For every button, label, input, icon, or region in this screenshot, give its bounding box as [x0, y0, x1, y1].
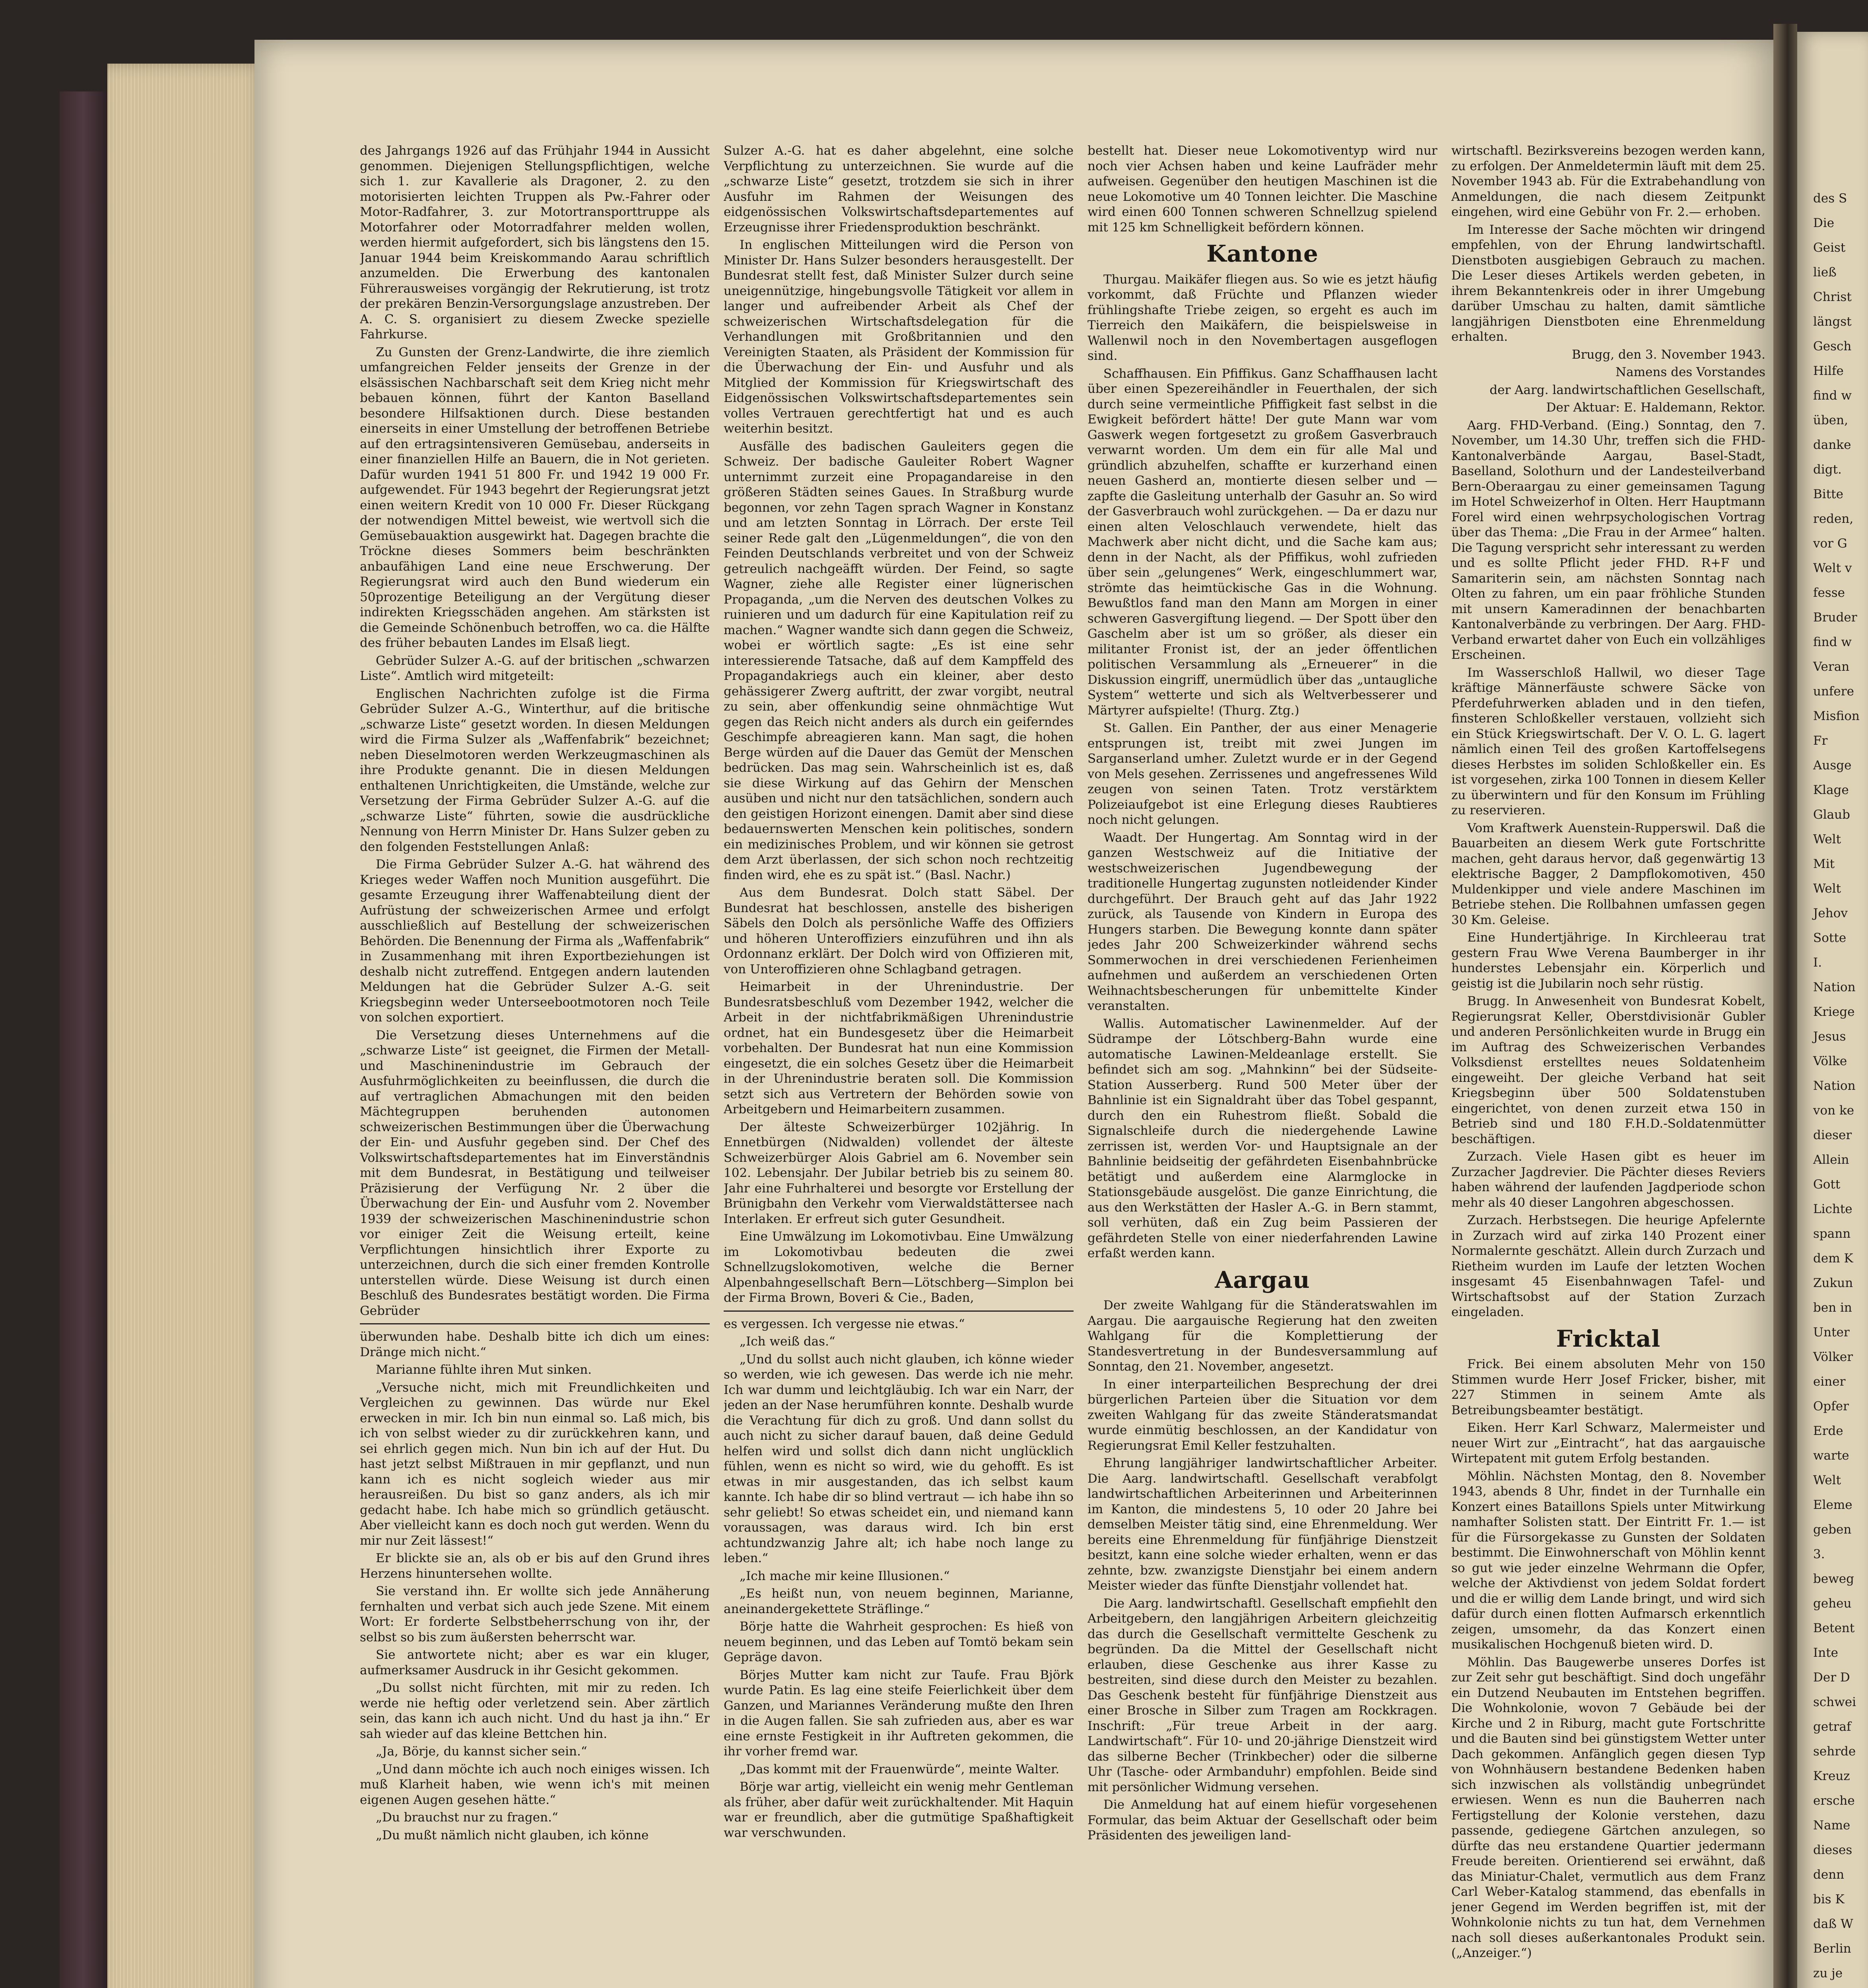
paragraph: „Das kommt mit der Frauenwürde“, meinte Walter.: [740, 1762, 1060, 1776]
next-page-fragment: Fr: [1813, 734, 1828, 748]
next-page-fragment: Völke: [1813, 1054, 1847, 1068]
paragraph: Die Anmeldung hat auf einem hiefür vorgesehenen Formular, das beim Aktuar der Gesellschaft oder beim Präsidenten des jeweiligen land-: [1087, 1798, 1437, 1842]
column-2-news: [724, 143, 1074, 1306]
next-page-fragment: reden,: [1813, 512, 1854, 526]
next-page-fragment: denn: [1813, 1868, 1845, 1882]
feuilleton-rule: [724, 1310, 1074, 1312]
next-page-fragment: Jehov: [1813, 906, 1848, 920]
next-page-fragment: Unter: [1813, 1325, 1850, 1340]
next-page-fragment: Ausge: [1813, 758, 1852, 773]
column-2-story: [724, 1316, 1074, 1841]
paragraph: Namens des Vorstandes: [1616, 365, 1765, 379]
column-3-kantone: [1087, 272, 1437, 1261]
paragraph: Die Aarg. landwirtschaftl. Gesellschaft empfiehlt den Arbeitgebern, den langjährigen Arbeitern gleichzeitig das durch die Gesellschaft vermittelte Geschenk zu begründen. Da die Mittel der Gesellschaft nicht erlauben, diese Geschenke aus ihrer Kasse zu bestreiten, sind diese durch den Meister zu bezahlen. Das Geschenk besteht für fünfjährige Dienstzeit aus einer Brosche in Silber zum Tragen am Rockkragen. Inschrift: „Für treue Arbeit in der aarg. Landwirtschaft“. Für 10- und 20-jährige Dienstzeit wird das silberne Becher (Trinkbecher) oder die silberne Uhr (Tasche- oder Armbanduhr) empfohlen. Beide sind mit persönlicher Widmung versehen.: [1087, 1596, 1437, 1794]
next-page-fragment: dem K: [1813, 1251, 1853, 1266]
next-page-fragment: vor G: [1813, 536, 1847, 551]
next-page-fragment: Welt: [1813, 881, 1841, 896]
next-page-fragment: bis K: [1813, 1892, 1845, 1906]
next-page-fragment: Gott: [1813, 1177, 1841, 1192]
column-1: [360, 143, 710, 1988]
column-4-fricktal: [1451, 1357, 1765, 1961]
next-page-fragment: Kriege: [1813, 1005, 1855, 1019]
next-page-fragment: Gesch: [1813, 339, 1852, 353]
page-edges: [107, 64, 266, 1988]
next-page-fragment: getraf: [1813, 1720, 1851, 1734]
next-page-fragment: Völker: [1813, 1350, 1853, 1364]
paragraph: Heimarbeit in der Uhrenindustrie. Der Bundesratsbeschluß vom Dezember 1942, welcher die Arbeit in der nichtfabrikmäßigen Uhrenindustrie ordnet, hat ein Bundesgesetz über die Heimarbeit vorbehalten. Der Bundesrat hat nun eine Kommission eingesetzt, die ein solches Gesetz über die Heimarbeit in der Uhrenindustrie beraten soll. Die Kommission setzt sich aus Vertretern der Behörden sowie von Arbeitgebern und Heimarbeitern zusammen.: [724, 980, 1074, 1116]
next-page-fragment: Veran: [1813, 660, 1850, 674]
next-page-fragment: danke: [1813, 438, 1851, 452]
next-page-fragment: Mit: [1813, 857, 1835, 871]
next-page-fragment: Geist: [1813, 241, 1846, 255]
next-page-fragment: daß W: [1813, 1917, 1853, 1931]
next-page-fragment: dieser: [1813, 1128, 1852, 1142]
next-page-fragment: Hilfe: [1813, 364, 1844, 378]
paragraph: Zu Gunsten der Grenz-Landwirte, die ihre ziemlich umfangreichen Felder jenseits der Grenze in der elsässischen Nachbarschaft seit dem Krieg nicht mehr bebauen können, führt der Kanton Baselland besondere Hilfsaktionen durch. Diese bestanden einerseits in einer Umstellung der betroffenen Betriebe auf den ertragsintensiveren Gemüsebau, anderseits in einer finanziellen Hilfe an Bauern, die in Not gerieten. Dafür wurden 1941 51 800 Fr. und 1942 19 000 Fr. aufgewendet. Für 1943 begehrt der Regierungsrat jetzt einen weitern Kredit von 10 000 Fr. Dieser Rückgang der notwendigen Mittel beweist, wie wertvoll sich die Gemüsebauaktion ausgewirkt hat. Dagegen brachte die Tröckne dieses Sommers beim beschränkten anbaufähigen Land eine neue Erschwerung. Der Regierungsrat wird auch den Bund wiederum ein 50prozentige Beteiligung an der Vergütung dieser indirekten Kriegsschäden angehen. Am stärksten ist die Gemeinde Schönenbuch betroffen, wo ca. die Hälfte des früher bebauten Landes im Elsaß liegt.: [360, 345, 710, 650]
column-3: [1087, 143, 1437, 1988]
column-4: [1451, 143, 1765, 1988]
next-page-fragment: warte: [1813, 1448, 1849, 1463]
paragraph: „Du mußt nämlich nicht glauben, ich könne: [376, 1828, 649, 1842]
paragraph: Ehrung langjähriger landwirtschaftlicher Arbeiter. Die Aarg. landwirtschaftl. Gesellschaft verabfolgt landwirtschaftlichen Arbeiterinnen und Arbeiterinnen im Kanton, die mindestens 5, 10 oder 20 Jahre bei demselben Meister tätig sind, eine Ehrenmeldung. Wer bereits eine Ehrenmeldung für fünfjährige Dienstzeit besitzt, kann eine solche wieder erhalten, wenn er das zehnte, bzw. zwanzigste Dienstjahr bei einem andern Meister wieder das fünfte Dienstjahr vollendet hat.: [1087, 1456, 1437, 1593]
paragraph: es vergessen. Ich vergesse nie etwas.“: [724, 1316, 965, 1331]
paragraph: Der Aktuar: E. Haldemann, Rektor.: [1546, 400, 1765, 415]
paragraph: „Du sollst nicht fürchten, mit mir zu reden. Ich werde nie heftig oder verletzend sein. Aber zärtlich sein, das kann ich auch nicht. Und du hast ja ihn.“ Er sah wieder auf das kleine Bettchen hin.: [360, 1681, 710, 1741]
next-page-fragment: Lichte: [1813, 1202, 1852, 1216]
next-page-fragment: Opfer: [1813, 1399, 1849, 1413]
next-page-fragment: Berlin: [1813, 1941, 1851, 1956]
next-page-fragment: Name: [1813, 1818, 1851, 1833]
next-page-fragment: find w: [1813, 635, 1852, 649]
paragraph: Waadt. Der Hungertag. Am Sonntag wird in der ganzen Westschweiz auf die Initiative der westschweizerischen Jugendbewegung der traditionelle Hungertag zugunsten notleidender Kinder durchgeführt. Der Brauch geht auf das Jahr 1922 zurück, als Tausende von Kindern in Europa des Hungers starben. Die Bewegung konnte dann später jedes Jahr 200 Schweizerkinder während sechs Sommerwochen in drei verschiedenen Ferienheimen aufnehmen und außerdem an verschiedenen Orten Weihnachtsbescherungen für unbemittelte Kinder veranstalten.: [1087, 830, 1437, 1013]
column-1-story: [360, 1329, 710, 1843]
next-page-fragment: ben in: [1813, 1301, 1852, 1315]
paragraph: Der älteste Schweizerbürger 102jährig. In Ennetbürgen (Nidwalden) vollendet der älteste Schweizerbürger Alois Gabriel am 6. November sein 102. Lebensjahr. Der Jubilar betrieb bis zu seinem 80. Jahr eine Fuhrhalterei und besorgte vor Erstellung der Brünigbahn den Verkehr vom Vierwaldstättersee nach Interlaken. Er erfreut sich guter Gesundheit.: [724, 1120, 1074, 1226]
paragraph: Börje war artig, vielleicht ein wenig mehr Gentleman als früher, aber dafür weit zurückhaltender. Mit Haquin war er freundlich, aber die gutmütige Spaßhaftigkeit war verschwunden.: [724, 1780, 1074, 1840]
paragraph: In englischen Mitteilungen wird die Person von Minister Dr. Hans Sulzer besonders herausgestellt. Der Bundesrat stellt fest, daß Minister Sulzer durch seine uneigennützige, hingebungsvolle Tätigkeit vor allem in langer und aufreibender Arbeit als Chef der schweizerischen Wirtschaftsdelegation für die Verhandlungen mit Großbritannien und den Vereinigten Staaten, als Präsident der Kommission für die Überwachung der Ein- und Ausfuhr und als Mitglied der Kommission für Kriegswirtschaft des Eidgenössischen Volkswirtschaftsdepartementes sein volles Vertrauen gerechtfertigt hat und es auch weiterhin besitzt.: [724, 238, 1074, 436]
next-page-fragment: sehrde: [1813, 1744, 1856, 1759]
paragraph: Brugg, den 3. November 1943.: [1571, 347, 1765, 362]
paragraph: Englischen Nachrichten zufolge ist die Firma Gebrüder Sulzer A.-G., Winterthur, auf die britische „schwarze Liste“ gesetzt worden. In diesen Meldungen wird die Firma Sulzer als „Waffenfabrik“ bezeichnet; neben Dieselmotoren werden Werkzeugmaschinen als ihre Produkte genannt. Die in diesen Meldungen enthaltenen Unrichtigkeiten, die Umstände, welche zur Versetzung der Firma Gebrüder Sulzer A.-G. auf die „schwarze Liste“ führten, sowie die ausdrückliche Nennung von Herrn Minister Dr. Hans Sulzer geben zu den folgenden Feststellungen Anlaß:: [360, 686, 710, 854]
paragraph: Möhlin. Nächsten Montag, den 8. November 1943, abends 8 Uhr, findet in der Turnhalle ein Konzert eines Bataillons Spiels unter Mitwirkung namhafter Solisten statt. Der Eintritt Fr. 1.— ist für die Fürsorgekasse zu Gunsten der Soldaten bestimmt. Die Einwohnerschaft von Möhlin kennt so gut wie jeder einzelne Wehrmann die Opfer, welche der Aktivdienst von jedem Soldat fordert und die er willig dem Lande bringt, und wird sich dafür durch einen flotten Aufmarsch erkenntlich zeigen, umsomehr, da das Konzert einen musikalischen Hochgenuß bieten wird. D.: [1451, 1469, 1765, 1652]
paragraph: St. Gallen. Ein Panther, der aus einer Menagerie entsprungen ist, treibt mit zwei Jungen im Sarganserland umher. Zuletzt wurde er in der Gegend von Mels gesehen. Zerrissenes und angefressenes Wild zeugen von seinen Taten. Trotz verstärktem Polizeiaufgebot ist eine Erlegung dieses Raubtieres noch nicht gelungen.: [1087, 721, 1437, 827]
next-page-fragment: spann: [1813, 1227, 1851, 1241]
paragraph: Börje hatte die Wahrheit gesprochen: Es hieß von neuem beginnen, und das Leben auf Tomtö bekam sein Gepräge davon.: [724, 1619, 1074, 1664]
paragraph: Sulzer A.-G. hat es daher abgelehnt, eine solche Verpflichtung zu unterzeichnen. Sie wurde auf die „schwarze Liste“ gesetzt, trotzdem sie sich in ihrer Ausfuhr im Rahmen der Weisungen des eidgenössischen Volkswirtschaftsdepartementes auf Erzeugnisse ihrer Friedensproduktion beschränkt.: [724, 144, 1074, 235]
next-page-fragment: 3.: [1813, 1547, 1825, 1561]
paragraph: bestellt hat. Dieser neue Lokomotiventyp wird nur noch vier Achsen haben und keine Laufräder mehr aufweisen. Gegenüber den heutigen Maschinen ist die neue Lokomotive um 40 Tonnen leichter. Die Maschine wird einen 600 Tonnen schweren Schnellzug spielend mit 125 km Schnelligkeit befördern können.: [1087, 144, 1437, 235]
paragraph: Brugg. In Anwesenheit von Bundesrat Kobelt, Regierungsrat Keller, Oberstdivisionär Gubler und anderen Persönlichkeiten wurde in Brugg ein im Auftrag des Schweizerischen Verbandes Volksdienst erstelltes neues Soldatenheim eingeweiht. Der gleiche Verband hat seit Kriegsbeginn über 500 Soldatenstuben eingerichtet, von denen zurzeit etwa 150 in Betrieb sind und 180 F.H.D.-Soldatenmütter beschäftigen.: [1451, 994, 1765, 1146]
book-cover: [60, 91, 107, 1988]
next-page-fragment: Misfion: [1813, 709, 1860, 723]
next-page-fragment: Zukun: [1813, 1276, 1853, 1290]
next-page-fragment: Der D: [1813, 1670, 1850, 1685]
next-page-fragment: geben: [1813, 1522, 1852, 1537]
paragraph: Frick. Bei einem absoluten Mehr von 150 Stimmen wurde Herr Josef Fricker, bisher, mit 227 Stimmen in seinem Amte als Betreibungsbeamter bestätigt.: [1451, 1357, 1765, 1417]
next-page-fragment: Bitte: [1813, 487, 1843, 501]
next-page-fragment: Allein: [1813, 1153, 1849, 1167]
next-page-fragment: Kreuz: [1813, 1769, 1850, 1783]
next-page-fragment: ersche: [1813, 1794, 1855, 1808]
next-page-fragment: Die: [1813, 216, 1835, 230]
paragraph: Aarg. FHD-Verband. (Eing.) Sonntag, den 7. November, um 14.30 Uhr, treffen sich die FHD-Kantonalverbände Aargau, Basel-Stadt, Baselland, Solothurn und der Landesteilverband Bern-Oberaargau zu einer gemeinsamen Tagung im Hotel Schweizerhof in Olten. Herr Hauptmann Forel wird einen wehrpsychologischen Vortrag über das Thema: „Die Frau in der Armee“ halten. Die Tagung verspricht sehr interessant zu werden und es sollte Pflicht jeder FHD. R+F und Samariterin sein, am nächsten Sonntag nach Olten zu fahren, um ein paar fröhliche Stunden mit unsern Kameradinnen der benachbarten Kantonalverbände zu verbringen. Der Aarg. FHD-Verband erwartet daher von Euch ein vollzähliges Erscheinen.: [1451, 418, 1765, 662]
next-page-fragment: schwei: [1813, 1695, 1856, 1709]
paragraph: „Und du sollst auch nicht glauben, ich könne wieder so werden, wie ich gewesen. Das werde ich nie mehr. Ich war dumm und leichtgläubig. Ich war ein Narr, der jeden an der Nase herumführen konnte. Deshalb wurde die Verachtung für dich zu groß. Und dann sollst du auch nicht zu sicher darauf bauen, daß deine Geduld helfen wird und sollst dich dann nicht unglücklich fühlen, wenn es nicht so wird, wie du gehofft. Es ist etwas in mir ausgestanden, das ich selbst kaum kannte. Ich habe dir so blind vertraut — ich habe ihn so sehr geliebt! So etwas scheidet ein, und niemand kann voraussagen, was daraus wird. Ich bin erst achtundzwanzig Jahre alt; ich habe noch lange zu leben.“: [724, 1352, 1074, 1565]
paragraph: Der zweite Wahlgang für die Ständeratswahlen im Aargau. Die aargauische Regierung hat den zweiten Wahlgang für die Komplettierung der Standesvertretung in der Bundesversammlung auf Sonntag, den 21. November, angesetzt.: [1087, 1298, 1437, 1374]
paragraph: Die Firma Gebrüder Sulzer A.-G. hat während des Krieges weder Waffen noch Munition ausgeführt. Die gesamte Erzeugung ihrer Waffenabteilung dient der Aufrüstung der schweizerischen Armee und erfolgt ausschließlich auf Bestellung der schweizerischen Behörden. Die Benennung der Firma als „Waffenfabrik“ in Zusammenhang mit ihren Exportbeziehungen ist deshalb nicht zutreffend. Entgegen andern lautenden Meldungen hat die Gebrüder Sulzer A.-G. seit Kriegsbeginn weder Unterseebootmotoren noch Teile von solchen exportiert.: [360, 857, 710, 1025]
next-page-fragment: fesse: [1813, 586, 1845, 600]
paragraph: „Ich weiß das.“: [740, 1334, 835, 1349]
feuilleton-rule: [360, 1323, 710, 1324]
paragraph: „Und dann möchte ich auch noch einiges wissen. Ich muß Klarheit haben, wie wenn ich's mit meinen eigenen Augen gesehen hätte.“: [360, 1762, 710, 1807]
paragraph: Sie verstand ihn. Er wollte sich jede Annäherung fernhalten und verbat sich auch jede Szene. Mit einem Wort: Er forderte Selbstbeherrschung von ihr, der selbst so bis zum äußersten beherrscht war.: [360, 1584, 710, 1644]
paragraph: überwunden habe. Deshalb bitte ich dich um eines: Dränge mich nicht.“: [360, 1330, 710, 1359]
paragraph: Thurgau. Maikäfer fliegen aus. So wie es jetzt häufig vorkommt, daß Früchte und Pflanzen wieder frühlingshafte Triebe zeigen, so ergeht es auch im Tierreich den Maikäfern, die beispielsweise in Wallenwil noch in den Novembertagen ausgeflogen sind.: [1087, 272, 1437, 363]
next-page-fragment: Bruder: [1813, 610, 1857, 625]
book-gutter: [1773, 24, 1797, 1988]
paragraph: Ausfälle des badischen Gauleiters gegen die Schweiz. Der badische Gauleiter Robert Wagner unternimmt zurzeit eine Propagandareise in den größeren Städten seines Gaues. In Straßburg wurde begonnen, vor zehn Tagen sprach Wagner in Konstanz und am letzten Sonntag in Lörrach. Der erste Teil seiner Rede galt den „Lügenmeldungen“, die von den Feinden Deutschlands verbreitet und von der Schweiz getreulich nachgeäfft würden. Der Feind, so sagte Wagner, ziehe alle Register einer lügnerischen Propaganda, „um die Nerven des deutschen Volkes zu ruinieren und um dadurch für eine Kapitulation reif zu machen.“ Wagner wandte sich dann gegen die Schweiz, wobei er wörtlich sagte: „Es ist eine sehr interessierende Tatsache, daß auf dem Kampffeld des Propagandakriegs auch ein kleiner, aber desto gehässigerer Zwerg auftritt, der zwar vorgibt, neutral zu sein, aber offenkundig seine ohnmächtige Wut gegen das Reich nicht anders als durch ein geiferndes Geschimpfe abreagieren kann. Man sagt, die hohen Berge würden auf die Dauer das Gemüt der Menschen bedrücken. Das mag sein. Wahrscheinlich ist es, daß sie diese Wirkung auf das Gehirn der Menschen ausüben und nicht nur den tatsächlichen, sondern auch den geistigen Horizont einengen. Damit aber sind diese bedauernswerten Menschen kein politisches, sondern ein medizinisches Problem, und wir können sie getrost dem Arzt überlassen, der sich schon noch rechtzeitig finden wird, ehe es zu spät ist.“ (Basl. Nachr.): [724, 439, 1074, 882]
paragraph: In einer interparteilichen Besprechung der drei bürgerlichen Parteien über die Situation vor dem zweiten Wahlgang für das zweite Ständeratsmandat wurde einmütig beschlossen, an der Kandidatur von Regierungsrat Emil Keller festzuhalten.: [1087, 1377, 1437, 1453]
paragraph: „Es heißt nun, von neuem beginnen, Marianne, aneinandergekettete Sträflinge.“: [724, 1586, 1074, 1616]
next-page-fragment: digt.: [1813, 462, 1842, 477]
section-heading-kantone: Kantone: [1206, 240, 1318, 267]
next-page-fragment: Klage: [1813, 783, 1849, 797]
next-page-fragment: geheu: [1813, 1596, 1852, 1611]
section-heading-aargau: Aargau: [1215, 1266, 1310, 1293]
paragraph: Möhlin. Das Baugewerbe unseres Dorfes ist zur Zeit sehr gut beschäftigt. Sind doch ungefähr ein Dutzend Neubauten im Entstehen begriffen. Die Wohnkolonie, wovon 7 Gebäude bei der Kirche und 2 in Riburg, macht gute Fortschritte und die Bauten sind bei günstigstem Wetter unter Dach gekommen. Anfänglich gegen diesen Typ von Wohnhäusern bestandene Bedenken haben sich inzwischen als vollständig unbegründet erwiesen. Wenn es nun die Bauherren nach Fertigstellung der Kolonie verstehen, dazu passende, gediegene Gärtchen anzulegen, so dürfte das neu erstandene Quartier jedermann Freude bereiten. Orientierend sei erwähnt, daß das Miniatur-Chalet, vermutlich aus dem Franz Carl Weber-Katalog stammend, das ebenfalls in jener Gegend im Werden begriffen ist, mit der Wohnkolonie nichts zu tun hat, dem Vernehmen nach soll dieses außerkantonales Produkt sein. („Anzeiger.“): [1451, 1655, 1765, 1960]
column-3-news: [1087, 143, 1437, 235]
paragraph: Sie antwortete nicht; aber es war ein kluger, aufmerksamer Ausdruck in ihr Gesicht gekommen.: [360, 1648, 710, 1677]
next-page-fragment: beweg: [1813, 1572, 1854, 1586]
paragraph: Aus dem Bundesrat. Dolch statt Säbel. Der Bundesrat hat beschlossen, anstelle des bisherigen Säbels den Dolch als persönliche Waffe des Offiziers und höheren Unteroffiziers einzuführen und ihn als Ordonnanz erklärt. Der Dolch wird von Offizieren mit, von Unteroffizieren ohne Schlagband getragen.: [724, 885, 1074, 977]
next-page-fragment: Welt v: [1813, 561, 1852, 575]
next-page-fragment: dieses: [1813, 1843, 1852, 1857]
paragraph: Schaffhausen. Ein Pfiffikus. Ganz Schaffhausen lacht über einen Spezereihändler in Feuerthalen, der sich durch seine vermeintliche Pfiffigkeit fast selbst in die Ewigkeit befördert hätte! Der gute Mann war vom Gaswerk wegen fortgesetzt zu großem Gasverbrauch verwarnt worden. Um dem ein für alle Mal und gründlich abzuhelfen, schaffte er kurzerhand einen neuen Gasherd an, montierte diesen selber und — zapfte die Gasleitung unterhalb der Gasuhr an. So wird der Gasverbrauch wohl zurückgehen. — Da er dazu nur einen alten Veloschlauch verwendete, hielt das Machwerk aber nicht dicht, und die Sache kam aus; denn in der Nacht, als der Pfiffikus, wohl zufrieden über sein „gelungenes“ Werk, eingeschlummert war, strömte das heimtückische Gas in die Wohnung. Bewußtlos fand man den Mann am Morgen in einer schweren Gasvergiftung liegend. — Der Spott über den Gaschelm aber ist um so größer, als dieser ein militanter Fronist ist, der an jeder öffentlichen politischen Versammlung als „Erneuerer“ in die Diskussion eingriff, unermüdlich über das „untaugliche System“ wetterte und sich als Weltverbesserer und Märtyrer aufspielte! (Thurg. Ztg.): [1087, 366, 1437, 718]
paragraph: Eine Umwälzung im Lokomotivbau. Eine Umwälzung im Lokomotivbau bedeuten die zwei Schnellzugslokomotiven, welche die Berner Alpenbahngesellschaft Bern—Lötschberg—Simplon bei der Firma Brown, Boveri & Cie., Baden,: [724, 1229, 1074, 1305]
column-3-aargau: [1087, 1298, 1437, 1843]
paragraph: „Du brauchst nur zu fragen.“: [376, 1810, 558, 1825]
next-page-fragment: Eleme: [1813, 1498, 1852, 1512]
paragraph: Eiken. Herr Karl Schwarz, Malermeister und neuer Wirt zur „Eintracht“, hat das aargauische Wirtepatent mit gutem Erfolg bestanden.: [1451, 1421, 1765, 1466]
paragraph: Gebrüder Sulzer A.-G. auf der britischen „schwarzen Liste“. Amtlich wird mitgeteilt:: [360, 653, 710, 683]
paragraph: der Aarg. landwirtschaftlichen Gesellschaft,: [1489, 382, 1765, 397]
next-page-fragment: Betent: [1813, 1621, 1855, 1635]
next-page-fragment: üben,: [1813, 413, 1848, 427]
column-2: [724, 143, 1074, 1988]
next-page-fragment: Christ: [1813, 290, 1852, 304]
paragraph: des Jahrgangs 1926 auf das Frühjahr 1944 in Aussicht genommen. Diejenigen Stellungspflichtigen, welche sich 1. zur Kavallerie als Dragoner, 2. zu den motorisierten leichten Truppen als Pw.-Fahrer oder Motor-Radfahrer, 3. zur Motortransporttruppe als Motorfahrer oder Motorradfahrer melden wollen, werden hiermit aufgefordert, sich bis längstens den 15. Januar 1944 beim Kreiskommando Aarau schriftlich anzumelden. Die Erwerbung des kantonalen Führerausweises vorgängig der Rekrutierung, ist trotz der prekären Benzin-Versorgungslage anzustreben. Der A. C. S. organisiert zu diesem Zwecke spezielle Fahrkurse.: [360, 144, 710, 342]
next-page-fragment: Nation: [1813, 980, 1856, 994]
next-page-fragment: Jesus: [1813, 1029, 1846, 1044]
paragraph: Börjes Mutter kam nicht zur Taufe. Frau Björk wurde Patin. Es lag eine steife Feierlichkeit über dem Ganzen, und Mariannes Veränderung mußte den Ihren in die Augen fallen. Sie sah zufrieden aus, aber es war eine ernste Festigkeit in ihr Auftreten gekommen, die ihr vorher fremd war.: [724, 1668, 1074, 1759]
paragraph: Im Wasserschloß Hallwil, wo dieser Tage kräftige Männerfäuste schwere Säcke von Pferdefuhrwerken abladen und in den tiefen, finsteren Schloßkeller verstauen, vollzieht sich ein Stück Kriegswirtschaft. Der V. O. L. G. lagert nämlich einen Teil des großen Kartoffelsegens dieses Herbstes im soliden Schloßkeller ein. Es ist vorgesehen, zirka 100 Tonnen in diesem Keller zu überwintern und für den Konsum im Frühling zu reservieren.: [1451, 665, 1765, 817]
paragraph: „Versuche nicht, mich mit Freundlichkeiten und Vergleichen zu gewinnen. Das würde nur Ekel erwecken in mir. Ich bin nun einmal so. Laß mich, bis ich von selbst wieder zu dir zurückkehren kann, und sei ehrlich gegen mich. Nun bin ich auf der Hut. Du hast jetzt selbst Mißtrauen in mir gepflanzt, und nun kann ich es nicht sogleich wieder aus mir herausreißen. Du bist so ganz anders, als ich mir gedacht habe. Ich habe mich so gründlich getäuscht. Aber vielleicht kann es doch noch gut werden. Wenn du mir nur Zeit lässest!“: [360, 1380, 710, 1548]
next-page-fragment: find w: [1813, 388, 1852, 403]
column-1-news: [360, 143, 710, 1318]
column-4-news: [1451, 143, 1765, 1320]
paragraph: Zurzach. Herbstsegen. Die heurige Apfelernte in Zurzach wird auf zirka 140 Prozent einer Normalernte geschätzt. Allein durch Zurzach und Rietheim wurden im Laufe der letzten Wochen insgesamt 45 Eisenbahnwagen Tafel- und Wirtschaftsobst auf der Station Zurzach eingeladen.: [1451, 1213, 1765, 1319]
next-page-fragment: Erde: [1813, 1424, 1843, 1438]
section-heading-fricktal: Fricktal: [1556, 1325, 1661, 1352]
next-page-fragment: zu je: [1813, 1966, 1843, 1980]
paragraph: Zurzach. Viele Hasen gibt es heuer im Zurzacher Jagdrevier. Die Pächter dieses Reviers haben während der laufenden Jagdperiode schon mehr als 40 dieser Langohren abgeschossen.: [1451, 1149, 1765, 1210]
paragraph: Vom Kraftwerk Auenstein-Rupperswil. Daß die Bauarbeiten an diesem Werk gute Fortschritte machen, geht daraus hervor, daß gegenwärtig 13 elektrische Bagger, 2 Dampflokomotiven, 450 Muldenkipper und viele andere Maschinen im Betriebe stehen. Die Rollbahnen umfassen gegen 30 Km. Geleise.: [1451, 821, 1765, 927]
next-page-fragment: des S: [1813, 191, 1847, 206]
next-page-fragment: ließ: [1813, 265, 1837, 280]
paragraph: „Ja, Börje, du kannst sicher sein.“: [376, 1744, 587, 1759]
next-page-fragment: Welt: [1813, 1473, 1841, 1487]
paragraph: Die Versetzung dieses Unternehmens auf die „schwarze Liste“ ist geeignet, die Firmen der Metall- und Maschinenindustrie im Gebrauch der Ausfuhrmöglichkeiten zu beeinflussen, die durch die auf vertraglichen Abmachungen mit den beiden Mächtegruppen beruhenden autonomen schweizerischen Bestimmungen über die Überwachung der Ein- und Ausfuhr gegeben sind. Der Chef des Volkswirtschaftsdepartementes hat im Einverständnis mit dem Bundesrat, in Bestätigung und teilweiser Präzisierung der Verfügung Nr. 2 über die Überwachung der Ein- und Ausfuhr vom 2. November 1939 der schweizerischen Maschinenindustrie schon vor einiger Zeit die Weisung erteilt, keine Verpflichtungen hinsichtlich ihrer Exporte zu unterzeichnen, durch die sich einer fremden Kontrolle unterstellen würde. Diese Weisung ist durch einen Beschluß des Bundesrates bestätigt worden. Die Firma Gebrüder: [360, 1028, 710, 1318]
next-page-fragment: Sotte: [1813, 931, 1847, 945]
next-page-fragment: Inte: [1813, 1646, 1839, 1660]
next-page-fragment: unfere: [1813, 684, 1854, 699]
next-page-fragment: einer: [1813, 1375, 1846, 1389]
paragraph: Eine Hundertjährige. In Kirchleerau trat gestern Frau Wwe Verena Baumberger in ihr hunderstes Lebensjahr ein. Körperlich und geistig ist die Jubilarin noch sehr rüstig.: [1451, 930, 1765, 991]
paragraph: wirtschaftl. Bezirksvereins bezogen werden kann, zu erfolgen. Der Anmeldetermin läuft mit dem 25. November 1943 ab. Für die Extrabehandlung von Anmeldungen, die nach diesem Zeitpunkt eingehen, wird eine Gebühr von Fr. 2.— erhoben.: [1451, 144, 1765, 219]
next-page-fragment: von ke: [1813, 1103, 1854, 1118]
paragraph: Wallis. Automatischer Lawinenmelder. Auf der Südrampe der Lötschberg-Bahn wurde eine automatische Lawinen-Meldeanlage erstellt. Sie befindet sich am sog. „Mahnkinn“ bei der Südseite-Station Ausserberg. Rund 500 Meter über der Bahnlinie ist ein Signaldraht über das Tobel gespannt, durch den ein Ruhestrom fließt. Sobald die Signalschleife durch die niedergehende Lawine zerrissen ist, werden Vor- und Hauptsignale an der Bahnlinie beidseitig der gefährdeten Eisenbahnbrücke betätigt und außerdem eine Alarmglocke in Stationsgebäude ausgelöst. Die ganze Einrichtung, die aus den Werkstätten der Hasler A.-G. in Bern stammt, soll verhüten, daß ein Zug beim Passieren der gefährdeten Stelle von einer niederfahrenden Lawine erfaßt werden kann.: [1087, 1016, 1437, 1260]
next-page-fragment: Nation: [1813, 1079, 1856, 1093]
paragraph: „Ich mache mir keine Illusionen.“: [740, 1569, 950, 1583]
paragraph: Marianne fühlte ihren Mut sinken.: [376, 1363, 592, 1377]
next-page-fragment: Glaub: [1813, 808, 1850, 822]
next-page-fragment: Welt: [1813, 832, 1841, 846]
next-page-fragment: I.: [1813, 955, 1822, 970]
next-page-fragment: längst: [1813, 315, 1852, 329]
next-page-edge: [1797, 32, 1868, 1988]
paragraph: Er blickte sie an, als ob er bis auf den Grund ihres Herzens hinuntersehen wollte.: [360, 1551, 710, 1581]
paragraph: Im Interesse der Sache möchten wir dringend empfehlen, von der Ehrung landwirtschaftl. Dienstboten ausgiebigen Gebrauch zu machen. Die Leser dieses Artikels werden gebeten, in ihrem Bekanntenkreis oder in ihrer Umgebung darüber Umschau zu halten, damit sämtliche langjährigen Dienstboten eine Ehrenmeldung erhalten.: [1451, 222, 1765, 344]
